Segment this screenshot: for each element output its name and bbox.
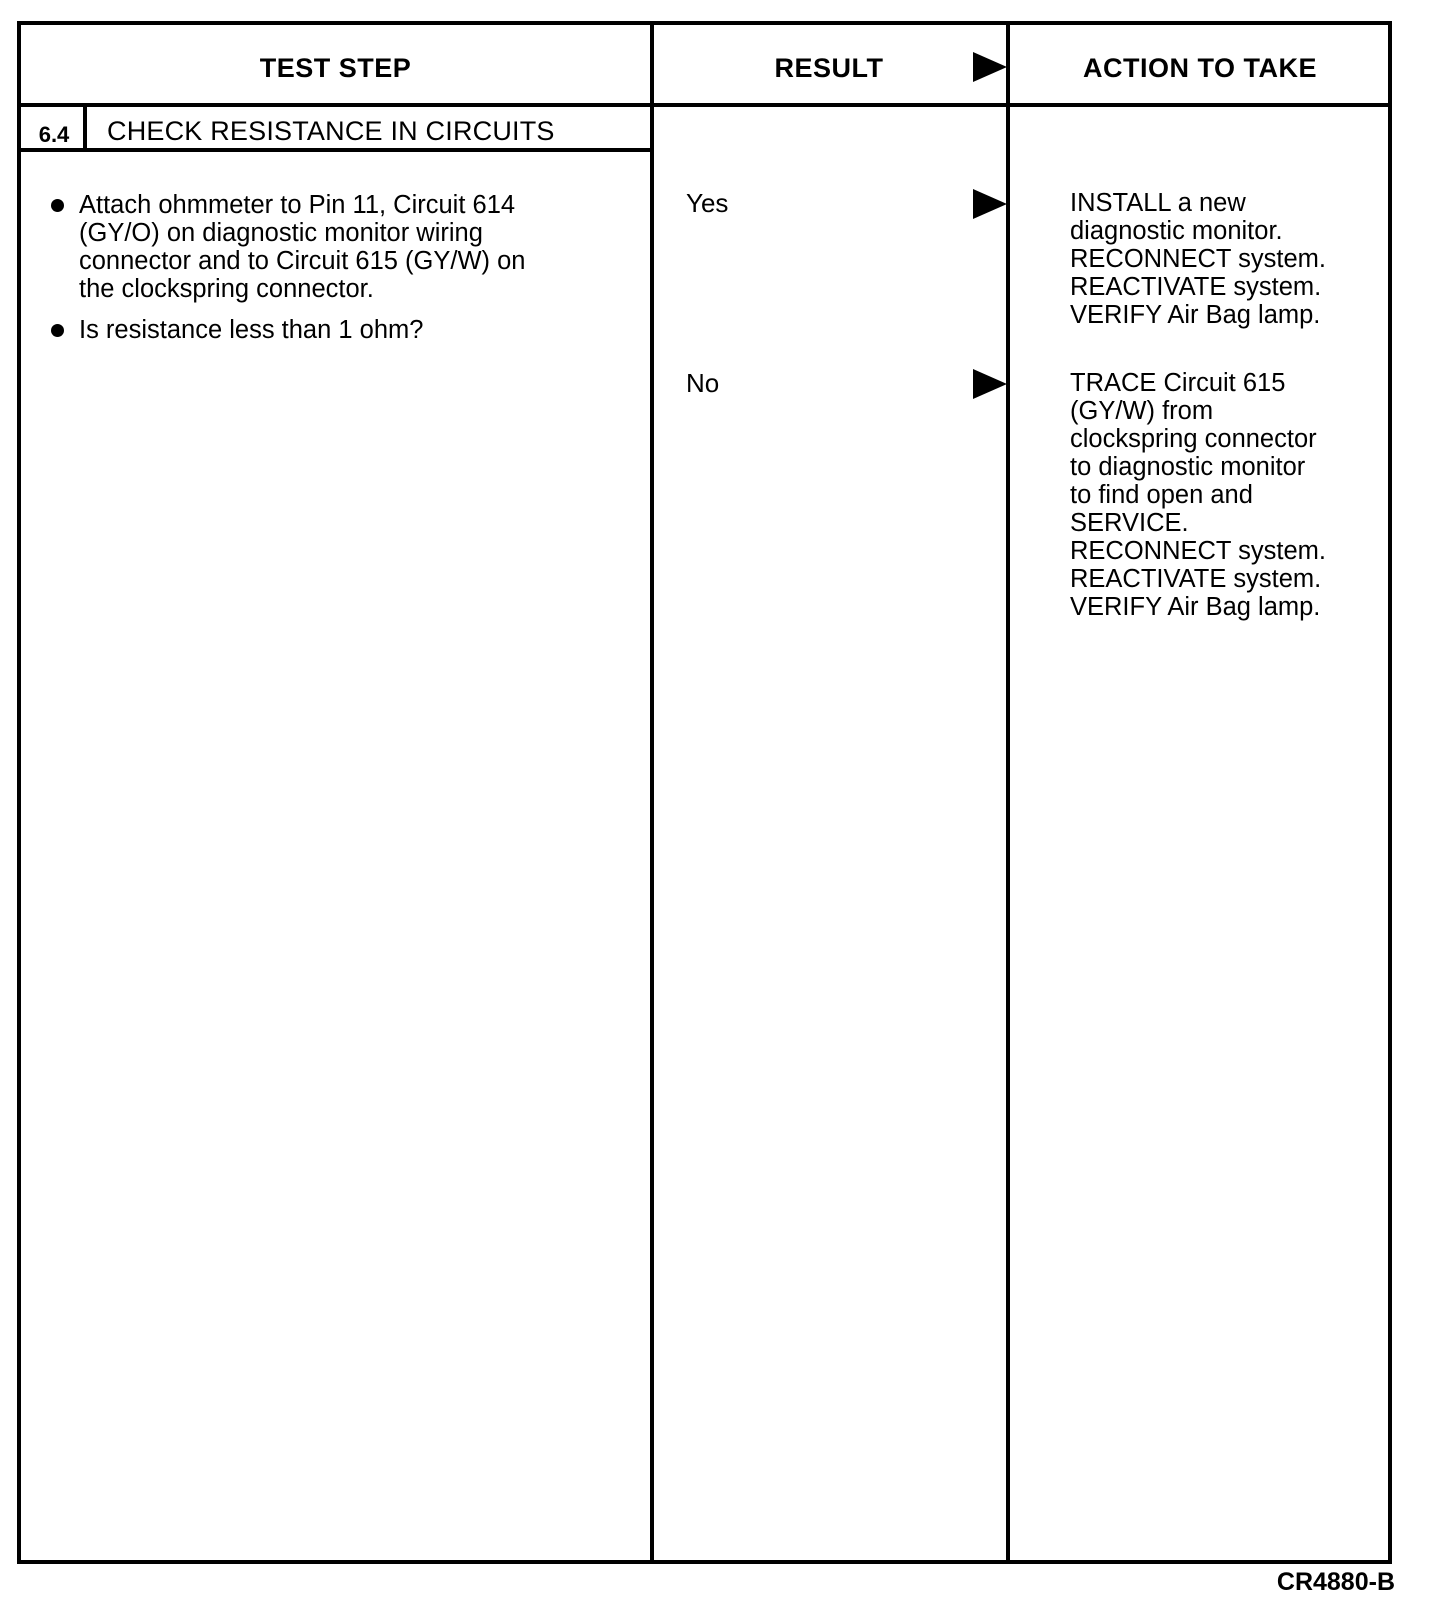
step-number: 6.4 [38,122,70,147]
right-triangle-arrow-icon [973,52,1007,82]
column-divider-result [650,25,654,1560]
step-number-divider [83,107,87,152]
step-instructions [49,191,619,357]
test-table [17,21,1392,1564]
instruction-item: Attach ohmmeter to Pin 11, Circuit 614 (GY/O) on diagnostic monitor wiring connector and to Circuit 615 (GY/W) on the clockspring connector. [49,191,619,303]
bullet-icon [51,199,64,212]
result-no: No [686,368,720,398]
result-yes: Yes [686,188,729,218]
header-test-step: TEST STEP [259,53,412,83]
action-no: TRACE Circuit 615 (GY/W) from clockspring connector to diagnostic monitor to find open and SERVICE. RECONNECT system. REACTIVATE system. VERIFY Air Bag lamp. [1070,369,1326,621]
step-title: CHECK RESISTANCE IN CIRCUITS [107,116,555,146]
header-rule [21,103,1388,107]
right-triangle-arrow-icon [973,369,1007,399]
bullet-icon [51,324,64,337]
header-result: RESULT [774,53,884,83]
action-yes: INSTALL a new diagnostic monitor. RECONNECT system. REACTIVATE system. VERIFY Air Bag lamp. [1070,189,1326,329]
figure-code: CR4880-B [1276,1568,1395,1596]
header-action-to-take: ACTION TO TAKE [1083,53,1317,83]
instruction-item: Is resistance less than 1 ohm? [49,316,619,344]
right-triangle-arrow-icon [973,189,1007,219]
column-divider-action [1006,25,1010,1560]
